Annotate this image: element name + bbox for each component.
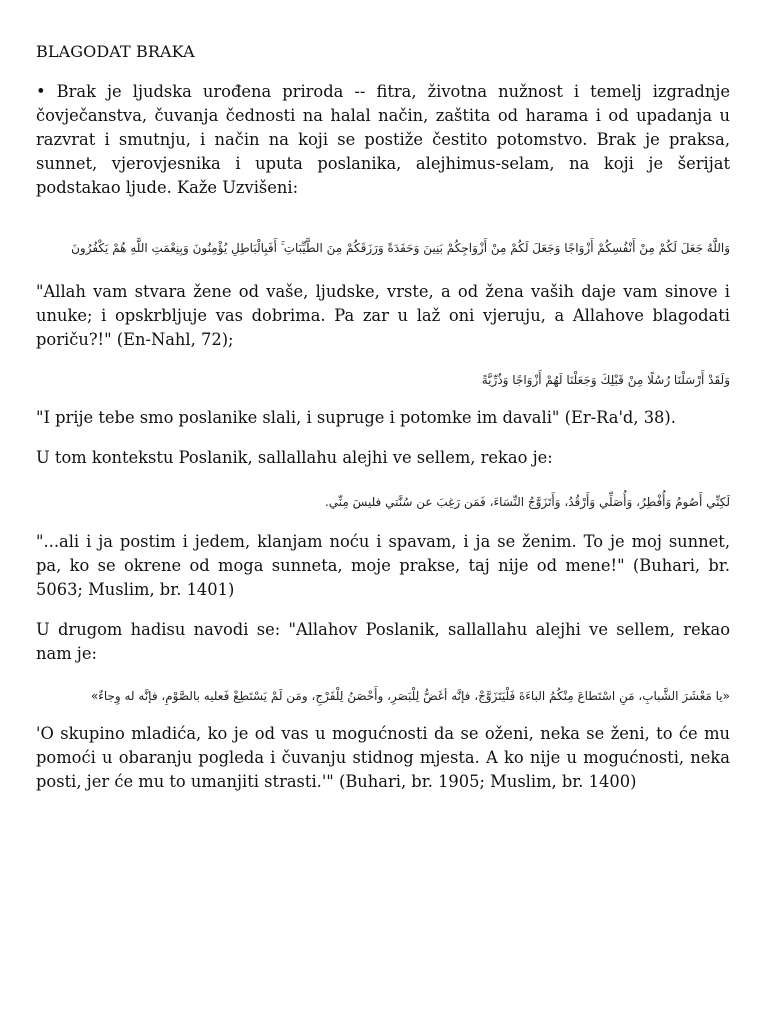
arabic-hadith-sunnah: لَكِنِّي أَصُومُ وَأُفْطِرُ، وَأُصَلِّي وَأَرْقُدُ، وَأَتَزَوَّجُ النِّسَاءَ، فَمَن رَغِبَ عن سُنَّتي فليسَ مِنِّي. xyxy=(324,495,730,509)
second-hadith-intro: U drugom hadisu navodi se: "Allahov Poslanik, sallallahu alejhi ve sellem, rekao nam je: xyxy=(36,620,730,663)
arabic-verse-nahl: وَاللَّهُ جَعَلَ لَكُمْ مِنْ أَنْفُسِكُمْ أَزْوَاجًا وَجَعَلَ لَكُمْ مِنْ أَزْوَاجِكُمْ بَنِينَ وَحَفَدَةً وَرَزَقَكُمْ مِنَ الطَّيِّبَاتِ ۚ أَفَبِالْبَاطِلِ يُؤْمِنُونَ وَبِنِعْمَتِ اللَّهِ هُمْ يَكْفُرُونَ xyxy=(71,241,730,255)
translation-hadith-sunnah: "...ali i ja postim i jedem, klanjam noću i spavam, i ja se ženim. To je moj sunnet, pa, ko se okrene od moga sunneta, moje prakse, taj nije od mene!" (Buhari, br. 5063; Muslim, br. 1401) xyxy=(36,532,730,599)
intro-paragraph: • Brak je ljudska urođena priroda -- fitra, životna nužnost i temelj izgradnje čovječanstva, čuvanja čednosti na halal način, zaštita od harama i od upadanja u razvrat i smutnju, i način na koji se postiže čestito potomstvo. Brak je praksa, sunnet, vjerovjesnika i uputa poslanika, alejhimus-selam, na koji je šerijat podstakao ljude. Kaže Uzvišeni: xyxy=(36,82,730,197)
translation-hadith-youth: 'O skupino mladića, ko je od vas u mogućnosti da se oženi, neka se ženi, to će mu pomoći u obaranju pogleda i čuvanju stidnog mjesta. A ko nije u mogućnosti, neka posti, jer će mu to umanjiti strasti.'" (Buhari, br. 1905; Muslim, br. 1400) xyxy=(36,724,730,791)
arabic-verse-rad: وَلَقَدْ أَرْسَلْنَا رُسُلًا مِنْ قَبْلِكَ وَجَعَلْنَا لَهُمْ أَزْوَاجًا وَذُرِّيَّةً xyxy=(481,373,730,387)
document-title: BLAGODAT BRAKA xyxy=(36,42,195,61)
translation-rad: "I prije tebe smo poslanike slali, i supruge i potomke im davali" (Er-Ra'd, 38). xyxy=(36,408,676,427)
arabic-hadith-youth: «يا مَعْشَرَ الشَّبابِ، مَنِ اسْتَطاعَ مِنْكُمُ الباءَةَ فَلْيَتَزَوَّجْ، فإنَّه أغَضُّ لِلْبَصَرِ، وأَحْصَنُ لِلْفَرْجِ، ومَن لَمْ يَسْتَطِعْ فَعليه بالصَّوْمِ، فإنَّه له وِجاءٌ» xyxy=(90,689,730,703)
translation-nahl: "Allah vam stvara žene od vaše, ljudske, vrste, a od žena vaših daje vam sinove i unuke; i opskrbljuje vas dobrima. Pa zar u laž oni vjeruju, a Allahove blagodati poriču?!" (En-Nahl, 72); xyxy=(36,282,730,349)
document-page xyxy=(36,40,730,794)
context-paragraph: U tom kontekstu Poslanik, sallallahu alejhi ve sellem, rekao je: xyxy=(36,448,553,467)
